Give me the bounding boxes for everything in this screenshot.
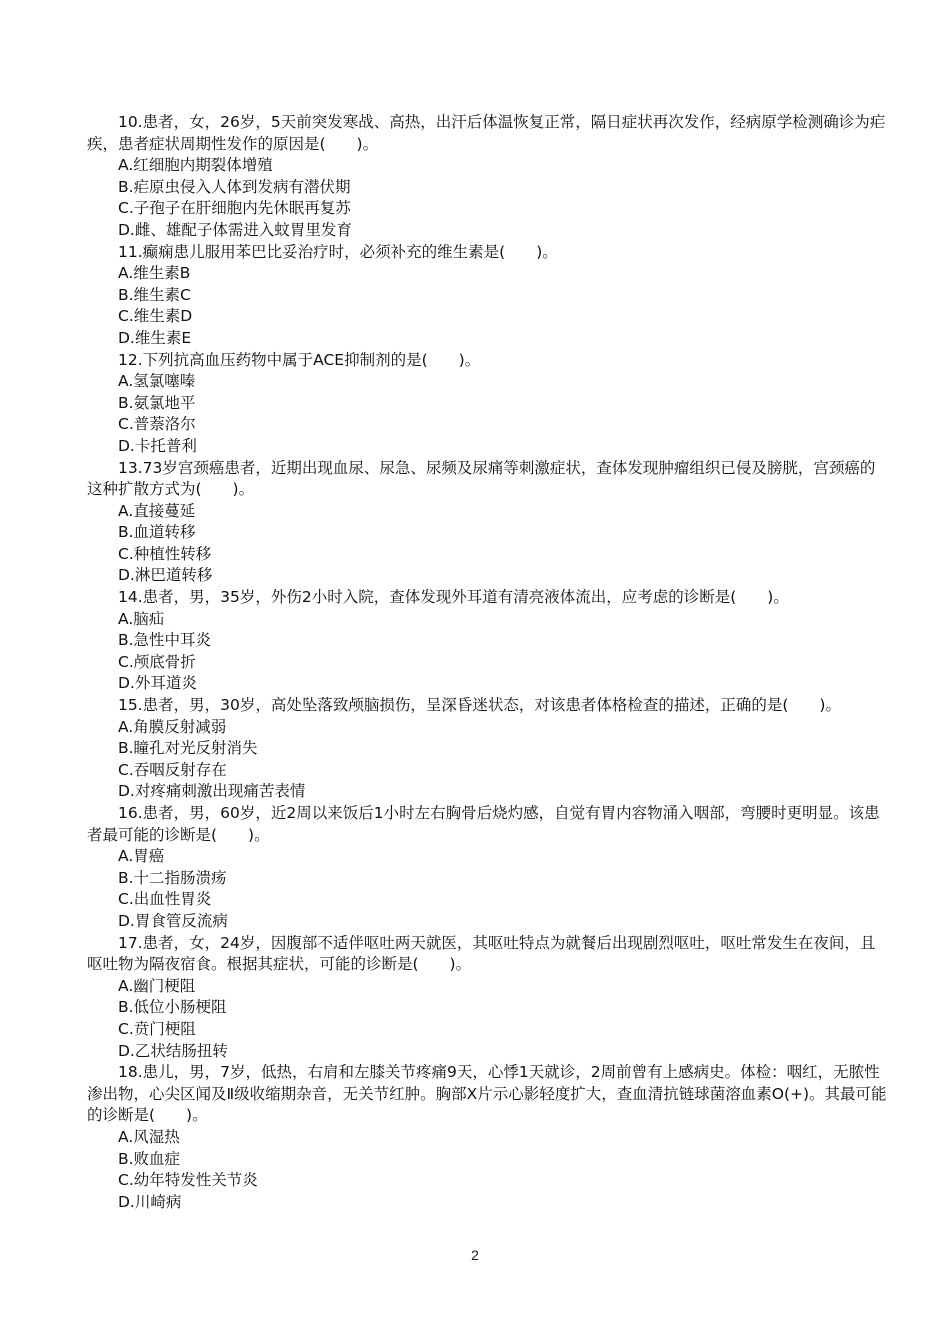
question-stem: 10.患者，女，26岁，5天前突发寒战、高热，出汗后体温恢复正常，隔日症状再次发作，经病原学检测确诊为疟疾，患者症状周期性发作的原因是( )。 xyxy=(87,113,886,153)
option-b: B.败血症 xyxy=(118,1149,181,1168)
question-stem: 18.患儿，男，7岁，低热，右肩和左膝关节疼痛9天，心悸1天就诊，2周前曾有上感病史。体检：咽红，无脓性渗出物，心尖区闻及Ⅱ级收缩期杂音，无关节红肿。胸部X片示心影轻度扩大，查血清抗链球菌溶血素O(+)。其最可能的诊断是( )。 xyxy=(87,1063,887,1125)
question-10 xyxy=(87,112,887,242)
question-15 xyxy=(87,695,887,803)
option-c: C.普萘洛尔 xyxy=(118,415,196,434)
option-c: C.颅底骨折 xyxy=(118,652,196,671)
question-12 xyxy=(87,350,887,458)
option-a: A.胃癌 xyxy=(118,847,165,866)
option-b: B.十二指肠溃疡 xyxy=(118,868,227,887)
option-b: B.急性中耳炎 xyxy=(118,631,212,650)
question-stem: 12.下列抗高血压药物中属于ACE抑制剂的是( )。 xyxy=(118,350,481,369)
question-11 xyxy=(87,242,887,350)
option-d: D.对疼痛刺激出现痛苦表情 xyxy=(118,782,306,801)
option-c: C.出血性胃炎 xyxy=(118,890,212,909)
question-stem: 13.73岁宫颈癌患者，近期出现血尿、尿急、尿频及尿痛等刺激症状，查体发现肿瘤组织已侵及膀胱，宫颈癌的这种扩散方式为( )。 xyxy=(87,458,876,499)
option-d: D.乙状结肠扭转 xyxy=(118,1041,228,1060)
question-17 xyxy=(87,933,887,1063)
option-a: A.维生素B xyxy=(118,264,191,283)
option-b: B.氨氯地平 xyxy=(118,393,196,412)
option-b: B.维生素C xyxy=(118,285,191,304)
option-a: A.直接蔓延 xyxy=(118,501,196,520)
question-stem: 15.患者，男，30岁，高处坠落致颅脑损伤，呈深昏迷状态，对该患者体格检查的描述，正确的是( )。 xyxy=(118,696,841,715)
option-d: D.外耳道炎 xyxy=(118,674,197,693)
option-b: B.瞳孔对光反射消失 xyxy=(118,739,258,758)
page-number: 2 xyxy=(471,1247,479,1263)
option-d: D.雌、雄配子体需进入蚊胃里发育 xyxy=(118,220,352,239)
option-b: B.血道转移 xyxy=(118,523,196,542)
question-list xyxy=(87,112,887,1213)
option-d: D.卡托普利 xyxy=(118,436,197,455)
option-c: C.贲门梗阻 xyxy=(118,1019,196,1038)
question-stem: 17.患者，女，24岁，因腹部不适伴呕吐两天就医，其呕吐特点为就餐后出现剧烈呕吐，呕吐常发生在夜间，且呕吐物为隔夜宿食。根据其症状，可能的诊断是( )。 xyxy=(87,933,876,974)
question-stem: 16.患者，男，60岁，近2周以来饭后1小时左右胸骨后烧灼感，自觉有胃内容物涌入咽部，弯腰时更明显。该患者最可能的诊断是( )。 xyxy=(87,804,880,844)
option-a: A.氢氯噻嗪 xyxy=(118,372,196,391)
option-c: C.子孢子在肝细胞内先休眠再复苏 xyxy=(118,199,351,218)
option-d: D.维生素E xyxy=(118,328,192,347)
question-stem: 14.患者，男，35岁，外伤2小时入院，查体发现外耳道有清亮液体流出，应考虑的诊断是( )。 xyxy=(118,588,789,607)
option-d: D.胃食管反流病 xyxy=(118,911,228,930)
option-d: D.川崎病 xyxy=(118,1192,182,1211)
option-b: B.低位小肠梗阻 xyxy=(118,998,227,1017)
question-16 xyxy=(87,803,887,933)
option-d: D.淋巴道转移 xyxy=(118,566,213,585)
option-a: A.红细胞内期裂体增殖 xyxy=(118,156,273,175)
question-18 xyxy=(87,1062,887,1213)
option-a: A.脑疝 xyxy=(118,609,165,628)
question-14 xyxy=(87,587,887,695)
option-a: A.幽门梗阻 xyxy=(118,976,196,995)
option-c: C.维生素D xyxy=(118,307,193,326)
option-a: A.风湿热 xyxy=(118,1127,180,1146)
option-b: B.疟原虫侵入人体到发病有潜伏期 xyxy=(118,177,351,196)
option-c: C.幼年特发性关节炎 xyxy=(118,1171,258,1190)
option-c: C.种植性转移 xyxy=(118,544,212,563)
question-stem: 11.癫痫患儿服用苯巴比妥治疗时，必须补充的维生素是( )。 xyxy=(118,242,558,261)
option-a: A.角膜反射减弱 xyxy=(118,717,227,736)
question-13 xyxy=(87,458,887,588)
option-c: C.吞咽反射存在 xyxy=(118,760,227,779)
